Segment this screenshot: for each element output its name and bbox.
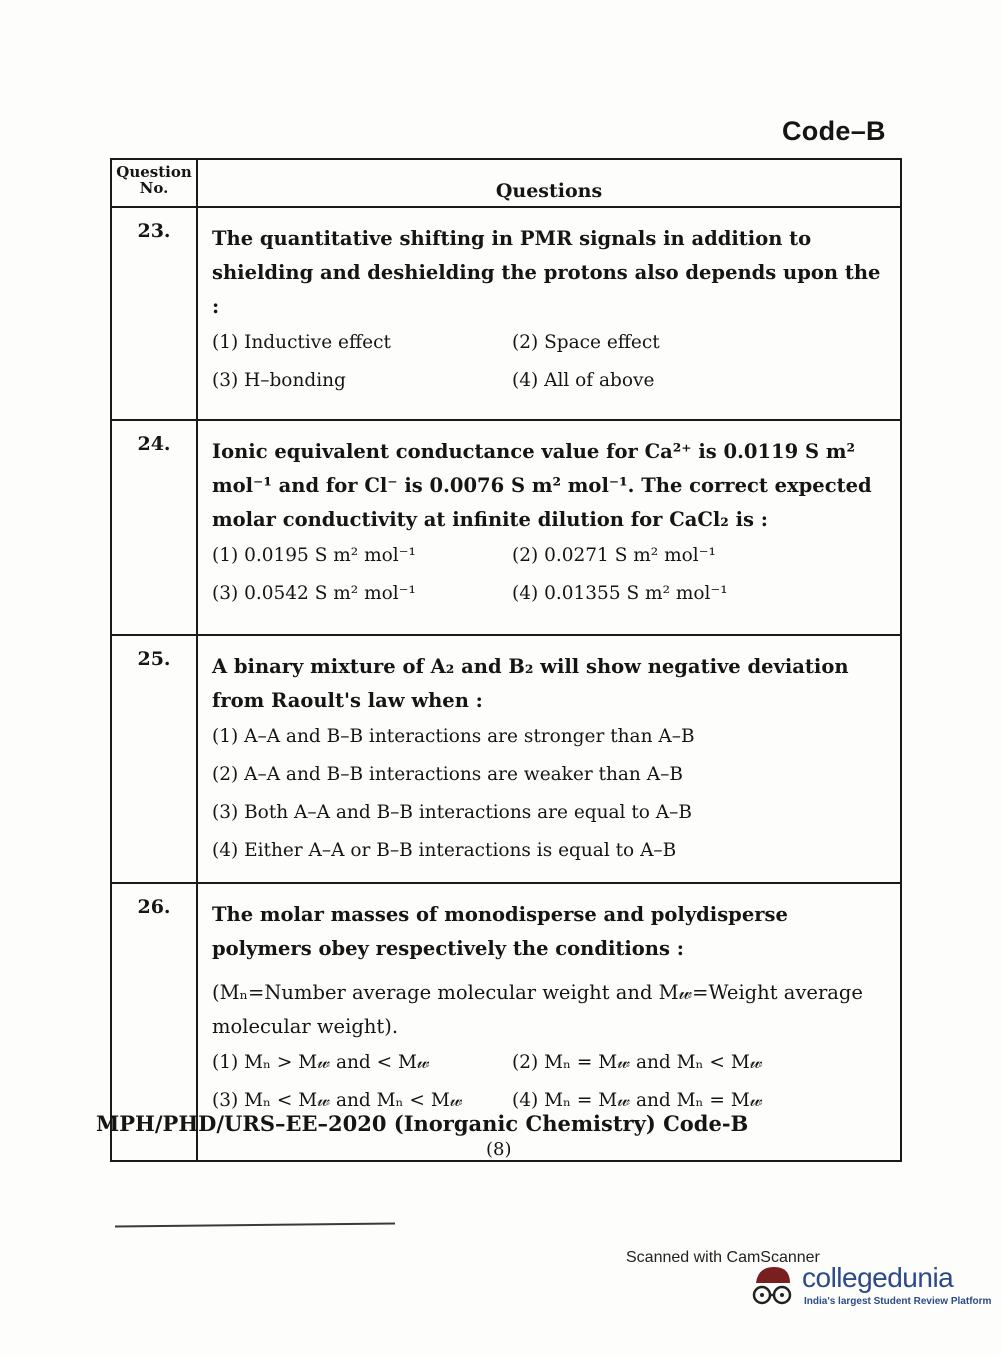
option: (1) Mₙ > M𝓌 and < M𝓌 bbox=[212, 1052, 430, 1073]
header-questions: Questions bbox=[197, 159, 901, 207]
brand-tagline: India's largest Student Review Platform bbox=[804, 1296, 992, 1307]
option: (2) A–A and B–B interactions are weaker than A–B bbox=[212, 764, 683, 785]
question-stem: The molar masses of monodisperse and polydisperse polymers obey respectively the conditions : bbox=[212, 903, 788, 960]
option: (1) Inductive effect bbox=[212, 332, 391, 353]
option-list bbox=[212, 1044, 894, 1120]
option: (4) Either A–A or B–B interactions is equal to A–B bbox=[212, 840, 677, 861]
question-number: 26. bbox=[111, 883, 197, 1161]
question-body bbox=[197, 635, 901, 883]
question-row bbox=[111, 635, 901, 883]
option: (4) All of above bbox=[512, 370, 655, 391]
option: (3) 0.0542 S m² mol⁻¹ bbox=[212, 583, 416, 604]
header-question-no: Question No. bbox=[111, 159, 197, 207]
code-label: Code–B bbox=[782, 116, 886, 146]
question-number: 23. bbox=[111, 207, 197, 420]
question-number: 25. bbox=[111, 635, 197, 883]
question-note: (Mₙ=Number average molecular weight and M𝓌=Weight average molecular weight). bbox=[212, 981, 863, 1038]
question-stem: The quantitative shifting in PMR signals in addition to shielding and deshielding the protons also depends upon the : bbox=[212, 227, 881, 318]
student-mascot-icon bbox=[746, 1263, 798, 1309]
option: (4) Mₙ = M𝓌 and Mₙ = M𝓌 bbox=[512, 1090, 763, 1111]
question-number: 24. bbox=[111, 420, 197, 635]
option: (2) 0.0271 S m² mol⁻¹ bbox=[512, 545, 716, 566]
option: (1) A–A and B–B interactions are stronger than A–B bbox=[212, 726, 695, 747]
option: (4) 0.01355 S m² mol⁻¹ bbox=[512, 583, 728, 604]
scanner-watermark: Scanned with CamScanner bbox=[626, 1249, 820, 1266]
question-body bbox=[197, 207, 901, 420]
question-row bbox=[111, 420, 901, 635]
option: (2) Mₙ = M𝓌 and Mₙ < M𝓌 bbox=[512, 1052, 763, 1073]
option-list bbox=[212, 718, 894, 870]
question-body bbox=[197, 420, 901, 635]
question-stem: A binary mixture of A₂ and B₂ will show negative deviation from Raoult's law when : bbox=[212, 655, 849, 712]
question-row bbox=[111, 207, 901, 420]
paper-footer: MPH/PHD/URS–EE–2020 (Inorganic Chemistry) Code-B bbox=[96, 1111, 749, 1136]
question-table bbox=[110, 158, 902, 1162]
option: (1) 0.0195 S m² mol⁻¹ bbox=[212, 545, 416, 566]
option: (3) Both A–A and B–B interactions are equal to A–B bbox=[212, 802, 693, 823]
option-list bbox=[212, 324, 894, 400]
scan-artifact-line bbox=[115, 1223, 395, 1228]
option: (3) H–bonding bbox=[212, 370, 346, 391]
option: (2) Space effect bbox=[512, 332, 660, 353]
option-list bbox=[212, 537, 894, 613]
option: (3) Mₙ < M𝓌 and Mₙ < M𝓌 bbox=[212, 1090, 463, 1111]
page-number: (8) bbox=[486, 1139, 512, 1160]
question-stem: Ionic equivalent conductance value for Ca²⁺ is 0.0119 S m² mol⁻¹ and for Cl⁻ is 0.0076 S m² mol⁻¹. The correct expected molar conductivity at infinite dilution for CaCl₂ is : bbox=[212, 440, 872, 531]
brand-logo-text: collegedunia bbox=[802, 1262, 954, 1293]
